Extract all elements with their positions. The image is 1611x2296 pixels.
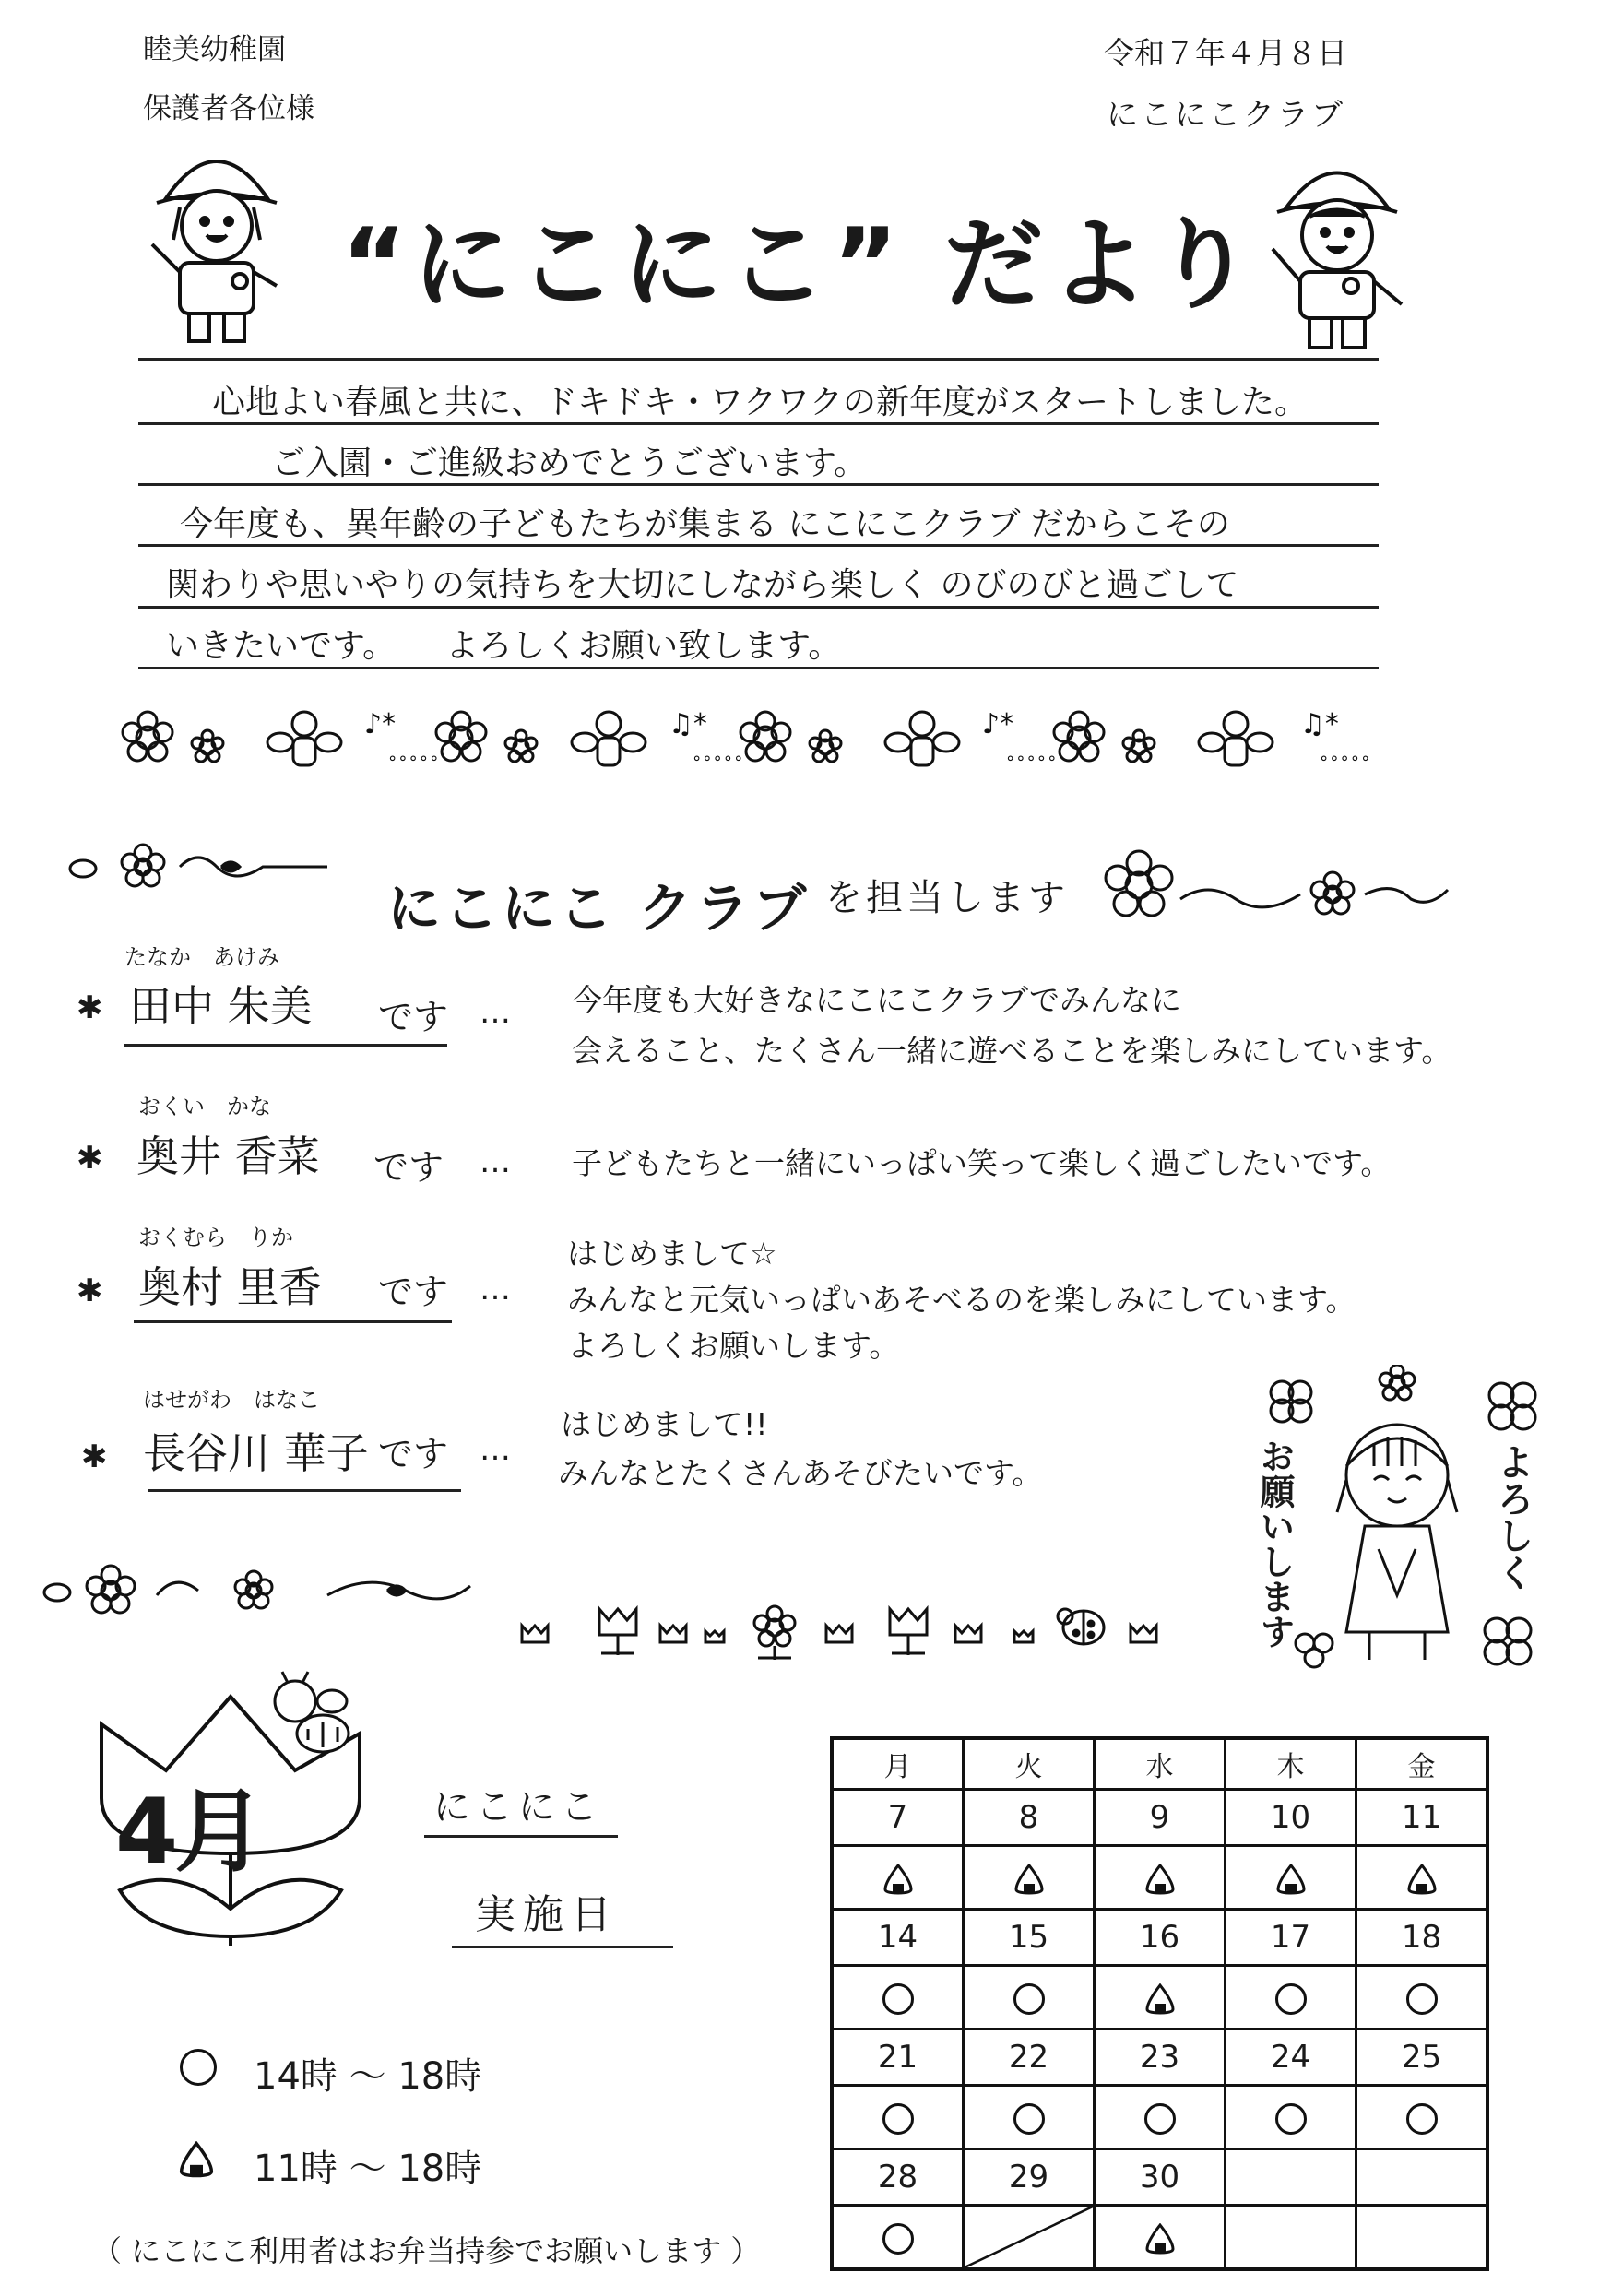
day-mark bbox=[832, 1966, 964, 2030]
weekday-header: 火 bbox=[964, 1738, 1095, 1790]
day-number: 17 bbox=[1226, 1910, 1356, 1966]
newsletter-title: “にこにこ” だより bbox=[341, 207, 1260, 323]
greeting-line-3: 今年度も、異年齢の子どもたちが集まる にこにこクラブ だからこその bbox=[180, 505, 1230, 543]
weekday-header: 金 bbox=[1356, 1738, 1488, 1790]
day-number bbox=[1356, 2149, 1488, 2206]
weekday-header: 水 bbox=[1095, 1738, 1226, 1790]
svg-text:♫*: ♫* bbox=[1300, 708, 1339, 740]
jisshibi-label: 実施日 bbox=[475, 1891, 619, 1938]
day-mark bbox=[1095, 1846, 1226, 1910]
staff-2-message-1: 子どもたちと一緒にいっぱい笑って楽しく過ごしたいです。 bbox=[572, 1145, 1392, 1181]
star-bullet-icon: ✱ bbox=[77, 1272, 103, 1309]
boy-kid-illustration bbox=[1259, 148, 1416, 355]
name-underline bbox=[134, 1320, 452, 1323]
staff-3-furigana: おくむら りか bbox=[138, 1225, 293, 1250]
day-mark bbox=[964, 1846, 1095, 1910]
vine-decoration-left bbox=[60, 839, 346, 894]
day-number: 9 bbox=[1095, 1790, 1226, 1846]
staff-4-message-1: はじめまして!! bbox=[561, 1406, 768, 1442]
staff-3-message-3: よろしくお願いします。 bbox=[567, 1328, 900, 1364]
onigiri-icon bbox=[1013, 1864, 1046, 1895]
staff-heading-suffix: を担当します bbox=[825, 877, 1069, 919]
svg-text:∘∘∘∘∘: ∘∘∘∘∘ bbox=[1005, 749, 1058, 768]
day-mark bbox=[1226, 1966, 1356, 2030]
day-mark bbox=[832, 1846, 964, 1910]
staff-4-name: 長谷川 華子 bbox=[143, 1428, 369, 1478]
staff-1-name: 田中 朱美 bbox=[129, 981, 313, 1031]
day-mark bbox=[1095, 2206, 1226, 2270]
staff-2-name: 奥井 香菜 bbox=[136, 1131, 320, 1181]
day-mark bbox=[1356, 1846, 1488, 1910]
ellipsis: … bbox=[480, 1143, 511, 1180]
day-number: 29 bbox=[964, 2149, 1095, 2206]
onigiri-icon bbox=[1274, 1864, 1308, 1895]
ellipsis: … bbox=[480, 1431, 511, 1468]
ellipsis: … bbox=[480, 1271, 511, 1308]
onigiri-icon bbox=[1143, 2223, 1177, 2255]
weekday-header: 木 bbox=[1226, 1738, 1356, 1790]
circle-mark-icon bbox=[1406, 1983, 1438, 2015]
day-number: 21 bbox=[832, 2030, 964, 2086]
onigiri-icon bbox=[177, 2141, 216, 2178]
day-number: 25 bbox=[1356, 2030, 1488, 2086]
staff-1-message-2: 会えること、たくさん一緒に遊べることを楽しみにしています。 bbox=[572, 1033, 1452, 1069]
circle-mark-icon bbox=[882, 1983, 914, 2015]
day-mark bbox=[1226, 2206, 1356, 2270]
name-underline bbox=[124, 1044, 447, 1047]
star-bullet-icon: ✱ bbox=[77, 989, 103, 1026]
staff-3-message-2: みんなと元気いっぱいあそべるのを楽しみにしています。 bbox=[567, 1282, 1356, 1318]
staff-3-message-1: はじめまして☆ bbox=[567, 1236, 777, 1272]
circle-mark-icon bbox=[1013, 1983, 1045, 2015]
month-label: 4月 bbox=[115, 1780, 262, 1885]
ruled-line bbox=[138, 606, 1379, 609]
day-mark bbox=[1226, 2086, 1356, 2149]
svg-text:♪*: ♪* bbox=[982, 708, 1014, 740]
legend-circle-text: 14時 ～ 18時 bbox=[254, 2055, 482, 2098]
day-mark bbox=[832, 2206, 964, 2270]
staff-2-desu: です bbox=[373, 1147, 444, 1188]
legend-circle bbox=[180, 2049, 217, 2086]
legend-rice bbox=[177, 2141, 216, 2178]
circle-mark-icon bbox=[1144, 2103, 1176, 2135]
circle-mark-icon bbox=[882, 2223, 914, 2255]
staff-1-message-1: 今年度も大好きなにこにこクラブでみんなに bbox=[572, 982, 1181, 1018]
circle-mark-icon bbox=[180, 2049, 217, 2086]
staff-4-furigana: はせがわ はなこ bbox=[143, 1387, 320, 1413]
onigiri-icon bbox=[1405, 1864, 1439, 1895]
day-number: 23 bbox=[1095, 2030, 1226, 2086]
nikoniko-label: にこにこ bbox=[433, 1786, 603, 1829]
slash-mark-icon bbox=[965, 2207, 1093, 2267]
ellipsis: … bbox=[480, 994, 511, 1031]
greeting-line-5: いきたいです。 よろしくお願い致します。 bbox=[166, 627, 842, 665]
day-mark bbox=[1356, 1966, 1488, 2030]
day-number: 15 bbox=[964, 1910, 1095, 1966]
circle-mark-icon bbox=[1275, 2103, 1307, 2135]
recipients: 保護者各位様 bbox=[143, 92, 314, 125]
greeting-line-1: 心地よい春風と共に、ドキドキ・ワクワクの新年度がスタートしました。 bbox=[212, 384, 1309, 421]
day-number: 18 bbox=[1356, 1910, 1488, 1966]
girl-kid-illustration bbox=[138, 134, 295, 346]
star-bullet-icon: ✱ bbox=[81, 1438, 108, 1475]
staff-1-desu: です bbox=[378, 997, 449, 1037]
day-number bbox=[1226, 2149, 1356, 2206]
day-number: 7 bbox=[832, 1790, 964, 1846]
star-bullet-icon: ✱ bbox=[77, 1140, 103, 1177]
svg-text:♪*: ♪* bbox=[364, 708, 397, 740]
circle-mark-icon bbox=[1406, 2103, 1438, 2135]
day-mark bbox=[1095, 1966, 1226, 2030]
circle-mark-icon bbox=[882, 2103, 914, 2135]
name-underline bbox=[148, 1489, 461, 1492]
svg-text:∘∘∘∘∘: ∘∘∘∘∘ bbox=[1319, 749, 1371, 768]
legend-rice-text: 11時 ～ 18時 bbox=[254, 2148, 482, 2190]
svg-text:∘∘∘∘∘: ∘∘∘∘∘ bbox=[692, 749, 744, 768]
staff-4-message-2: みんなとたくさんあそびたいです。 bbox=[558, 1455, 1043, 1491]
svg-text:♫*: ♫* bbox=[669, 708, 707, 740]
day-number: 30 bbox=[1095, 2149, 1226, 2206]
schedule-calendar bbox=[830, 1736, 1489, 2271]
school-name: 睦美幼稚園 bbox=[143, 33, 286, 66]
label-underline bbox=[452, 1946, 673, 1948]
label-underline bbox=[424, 1835, 618, 1838]
day-number: 11 bbox=[1356, 1790, 1488, 1846]
tulip-border-decoration bbox=[37, 1563, 1190, 1664]
circle-mark-icon bbox=[1275, 1983, 1307, 2015]
day-mark bbox=[1226, 1846, 1356, 1910]
day-number: 24 bbox=[1226, 2030, 1356, 2086]
issue-date: 令和７年４月８日 bbox=[1104, 35, 1347, 71]
day-mark bbox=[964, 2206, 1095, 2270]
vine-decoration-right bbox=[1097, 844, 1466, 927]
day-number: 16 bbox=[1095, 1910, 1226, 1966]
greeting-line-2: ご入園・ご進級おめでとうございます。 bbox=[272, 444, 868, 482]
staff-3-name: 奥村 里香 bbox=[138, 1262, 322, 1312]
onigiri-icon bbox=[1143, 1864, 1177, 1895]
day-mark bbox=[1095, 2086, 1226, 2149]
ruled-line bbox=[138, 358, 1379, 361]
day-number: 28 bbox=[832, 2149, 964, 2206]
greeting-line-4: 関わりや思いやりの気持ちを大切にしながら楽しく のびのびと過ごして bbox=[166, 566, 1239, 604]
day-number: 14 bbox=[832, 1910, 964, 1966]
staff-heading: にこにこ クラブ bbox=[387, 877, 811, 940]
club-name: にこにこクラブ bbox=[1107, 97, 1345, 134]
staff-3-desu: です bbox=[378, 1272, 449, 1312]
day-mark bbox=[832, 2086, 964, 2149]
lunch-note: （ にこにこ利用者はお弁当持参でお願いします ） bbox=[92, 2233, 761, 2268]
day-mark bbox=[964, 2086, 1095, 2149]
staff-4-desu: です bbox=[378, 1434, 449, 1474]
onigiri-icon bbox=[882, 1864, 915, 1895]
day-number: 8 bbox=[964, 1790, 1095, 1846]
ruled-line bbox=[138, 667, 1379, 669]
day-mark bbox=[964, 1966, 1095, 2030]
staff-1-furigana: たなか あけみ bbox=[124, 944, 279, 970]
weekday-header: 月 bbox=[832, 1738, 964, 1790]
flower-border-decoration bbox=[111, 701, 1402, 775]
day-number: 22 bbox=[964, 2030, 1095, 2086]
day-mark bbox=[1356, 2086, 1488, 2149]
onigiri-icon bbox=[1143, 1983, 1177, 2015]
day-mark bbox=[1356, 2206, 1488, 2270]
staff-2-furigana: おくい かな bbox=[138, 1094, 271, 1119]
circle-mark-icon bbox=[1013, 2103, 1045, 2135]
onegaishimasu-text: お願いします bbox=[1254, 1438, 1295, 1649]
svg-text:∘∘∘∘∘: ∘∘∘∘∘ bbox=[387, 749, 440, 768]
yoroshiku-text: よろしく bbox=[1491, 1443, 1534, 1591]
day-number: 10 bbox=[1226, 1790, 1356, 1846]
